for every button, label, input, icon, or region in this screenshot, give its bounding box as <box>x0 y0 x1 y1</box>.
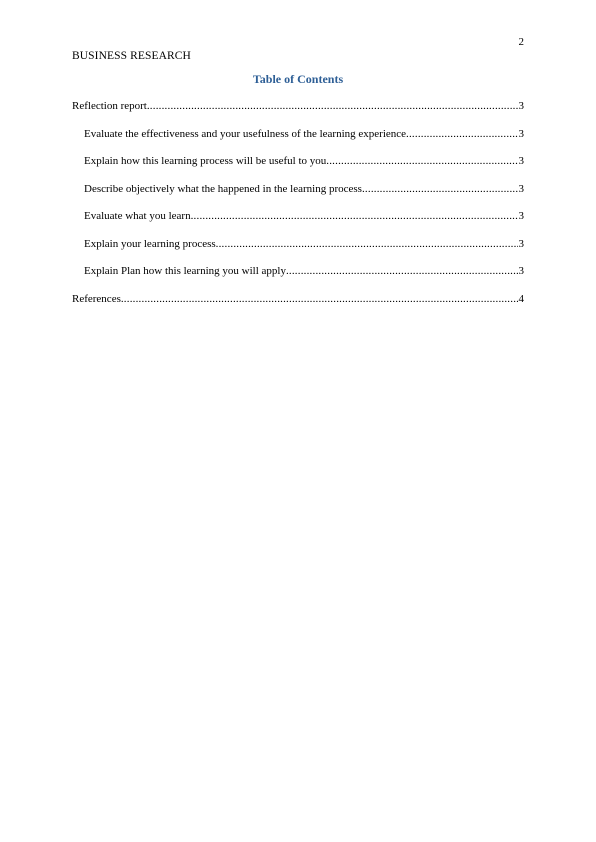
toc-entry-page: 4 <box>518 292 524 305</box>
toc-entry-references[interactable] <box>72 292 524 320</box>
toc-leader-dots <box>121 292 518 306</box>
toc-entry-text: Explain your learning process <box>84 237 216 250</box>
toc-entry-page: 3 <box>518 100 524 112</box>
toc-entry-text: Describe objectively what the happened in the learning process <box>84 182 362 195</box>
toc-entry-evaluate-what-you-learn[interactable] <box>72 209 524 237</box>
toc-entry-reflection-report[interactable] <box>72 99 524 127</box>
toc-entry-text: Explain how this learning process will be useful to you <box>84 155 327 167</box>
toc-entry-evaluate-effectiveness[interactable] <box>72 127 524 155</box>
running-head: BUSINESS RESEARCH <box>72 50 191 62</box>
toc-entry-page: 3 <box>518 265 524 277</box>
toc-entry-explain-useful[interactable] <box>72 154 524 182</box>
page-number: 2 <box>518 36 524 48</box>
toc-entry-text: Reflection report <box>72 100 147 112</box>
toc-entry-page: 3 <box>518 237 524 250</box>
table-of-contents <box>72 99 524 319</box>
toc-entry-page: 3 <box>518 210 524 222</box>
toc-leader-dots <box>362 182 518 196</box>
toc-entry-text: Evaluate what you learn <box>84 210 191 222</box>
toc-entry-page: 3 <box>518 127 524 140</box>
toc-entry-describe-objectively[interactable] <box>72 182 524 210</box>
toc-leader-dots <box>326 154 517 168</box>
toc-entry-text: Explain Plan how this learning you will apply <box>84 265 286 277</box>
toc-entry-page: 3 <box>518 155 524 167</box>
toc-entry-text: References <box>72 292 121 305</box>
toc-entry-text: Evaluate the effectiveness and your usefulness of the learning experience <box>84 127 407 140</box>
toc-leader-dots <box>191 209 518 223</box>
toc-leader-dots <box>286 264 518 278</box>
toc-entry-explain-plan[interactable] <box>72 264 524 292</box>
toc-leader-dots <box>406 127 517 141</box>
toc-leader-dots <box>147 99 518 113</box>
toc-leader-dots <box>216 237 518 251</box>
toc-entry-page: 3 <box>518 182 524 195</box>
toc-title: Table of Contents <box>252 72 344 86</box>
toc-entry-explain-learning-process[interactable] <box>72 237 524 265</box>
